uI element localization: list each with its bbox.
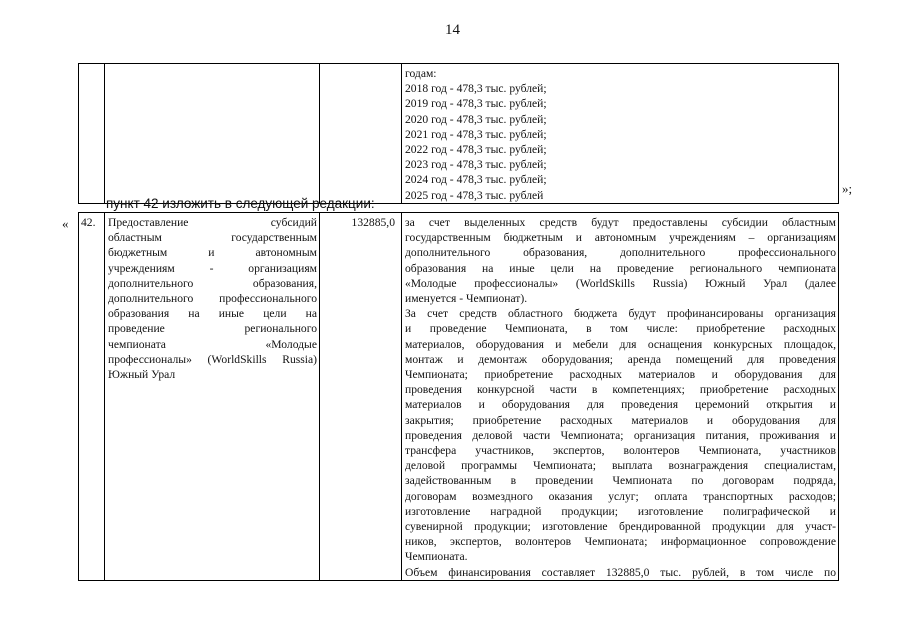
row-name bbox=[105, 213, 320, 581]
cell-description bbox=[402, 64, 839, 204]
description-line: сувенирной продукции; изготовление брендированной продукции для участ- bbox=[405, 520, 836, 534]
description-line: материалов, оборудования и мебели для оснащения конкурсных площадок, bbox=[405, 337, 836, 351]
description-line: дополнительного образования, дополнительного профессионального bbox=[405, 246, 836, 260]
cell-name bbox=[105, 64, 320, 204]
description-line: «Молодые профессионалы» (WorldSkills Russia) Южный Урал (далее bbox=[405, 276, 836, 290]
year-line: 2020 год - 478,3 тыс. рублей; bbox=[405, 112, 547, 126]
year-line: 2019 год - 478,3 тыс. рублей; bbox=[405, 97, 547, 111]
name-line: областным государственным bbox=[108, 231, 317, 245]
opening-quote: « bbox=[62, 216, 69, 231]
name-line: образования на иные цели на bbox=[108, 307, 317, 321]
description-line: Чемпионата. bbox=[405, 550, 468, 564]
name-line: дополнительного образования, bbox=[108, 276, 317, 290]
name-line: проведение регионального bbox=[108, 322, 317, 336]
table-fragment-top bbox=[78, 63, 839, 204]
description-line: и проведение Чемпионата, в том числе: приобретение расходных bbox=[405, 322, 836, 336]
description-line: материалов и оборудования для проведения церемоний открытия и bbox=[405, 398, 836, 412]
row-name-text bbox=[108, 215, 317, 382]
description-line: именуется - Чемпионат). bbox=[405, 292, 528, 306]
name-line: чемпионата «Молодые bbox=[108, 337, 317, 351]
description-line: договорам возмездного оказания услуг; оплата транспортных расходов; bbox=[405, 489, 836, 503]
description-line: Объем финансирования составляет 132885,0 тыс. рублей, в том числе по bbox=[405, 565, 836, 579]
description-line: Чемпионата; приобретение расходных материалов и оборудования для bbox=[405, 368, 836, 382]
row-number: 42. bbox=[79, 213, 105, 581]
year-line: 2018 год - 478,3 тыс. рублей; bbox=[405, 82, 547, 96]
description-line: монтаж и демонтаж оборудования; аренда помещений для проведения bbox=[405, 352, 836, 366]
description-line: государственным бюджетным и автономным учреждениям – организациям bbox=[405, 231, 836, 245]
funding-by-year-list bbox=[405, 66, 836, 203]
year-line: годам: bbox=[405, 67, 437, 80]
name-line: учреждениям - организациям bbox=[108, 261, 317, 275]
name-line: Предоставление субсидий bbox=[108, 216, 317, 229]
name-line: дополнительного профессионального bbox=[108, 292, 317, 306]
description-line: проведения конкурсной части в компетенциях; приобретение расходных bbox=[405, 383, 836, 397]
description-line: за счет выделенных средств будут предоставлены субсидии областным bbox=[405, 216, 836, 229]
closing-quote: »; bbox=[842, 181, 853, 196]
row-amount: 132885,0 bbox=[320, 213, 402, 581]
description-line: закрытия; приобретение расходных материалов и оборудования для bbox=[405, 413, 836, 427]
amendment-instruction: пункт 42 изложить в следующей редакции: bbox=[106, 196, 375, 211]
year-line: 2021 год - 478,3 тыс. рублей; bbox=[405, 127, 547, 141]
description-line: изготовление наградной продукции; изготовление полиграфической и bbox=[405, 504, 836, 518]
row-description-text bbox=[405, 215, 836, 580]
cell-amount bbox=[320, 64, 402, 204]
cell-number bbox=[79, 64, 105, 204]
page-number: 14 bbox=[445, 22, 460, 38]
name-line: Южный Урал bbox=[108, 368, 176, 382]
name-line: бюджетным и автономным bbox=[108, 246, 317, 260]
description-line: задействованным в проведении Чемпионата по договорам подряда, bbox=[405, 474, 836, 488]
year-line: 2024 год - 478,3 тыс. рублей; bbox=[405, 173, 547, 187]
description-line: образования на иные цели на проведение регионального чемпионата bbox=[405, 261, 836, 275]
year-line: 2022 год - 478,3 тыс. рублей; bbox=[405, 143, 547, 157]
table-row-42 bbox=[78, 212, 839, 581]
description-line: проведения деловой части Чемпионата; организация питания, проживания и bbox=[405, 428, 836, 442]
row-description bbox=[402, 213, 839, 581]
description-line: деловой программы Чемпионата; выплата вознаграждения специалистам, bbox=[405, 459, 836, 473]
description-line: трансфера участников, экспертов, волонтеров Чемпионата, участников bbox=[405, 444, 836, 458]
year-line: 2023 год - 478,3 тыс. рублей; bbox=[405, 158, 547, 172]
description-line: ников, экспертов, волонтеров Чемпионата; информационное сопровождение bbox=[405, 535, 836, 549]
name-line: профессионалы» (WorldSkills Russia) bbox=[108, 352, 317, 366]
description-line: За счет средств областного бюджета будут профинансированы организация bbox=[405, 307, 836, 321]
year-line: 2025 год - 478,3 тыс. рублей bbox=[405, 188, 544, 202]
